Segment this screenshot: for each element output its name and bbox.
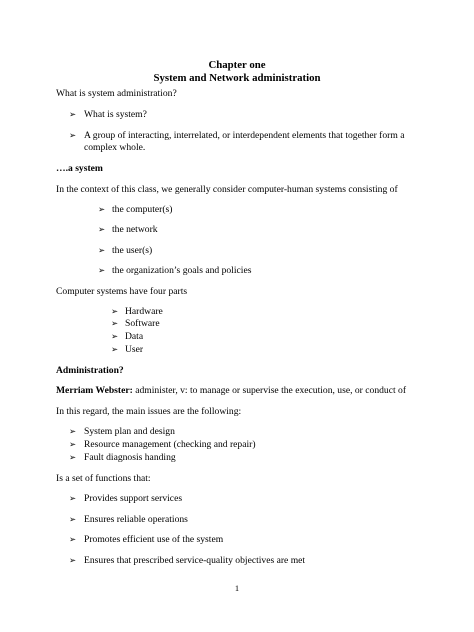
arrow-bullet-icon: ➢ (69, 556, 77, 566)
bullet-b-item: the computer(s) (112, 204, 173, 215)
bullet-d-item: Resource management (checking and repair) (84, 439, 256, 450)
bullet-c-item: Data (125, 331, 144, 342)
bullet-b-item: the user(s) (112, 245, 153, 256)
arrow-bullet-icon: ➢ (69, 515, 77, 525)
page-number: 1 (234, 583, 240, 593)
arrow-bullet-icon: ➢ (111, 345, 119, 355)
bullet-c-item: User (125, 344, 144, 355)
context-paragraph: In the context of this class, we generally consider computer-human systems consisting of (56, 184, 398, 195)
chapter-subtitle: System and Network administration (153, 72, 321, 84)
bullet-e-item: Ensures reliable operations (84, 514, 188, 525)
bullet-a-item: What is system? (84, 109, 147, 120)
bullet-e-item: Promotes efficient use of the system (84, 534, 224, 545)
bullet-c-item: Software (125, 318, 160, 329)
arrow-bullet-icon: ➢ (69, 131, 77, 141)
four-parts-paragraph: Computer systems have four parts (56, 286, 188, 297)
arrow-bullet-icon: ➢ (98, 225, 106, 235)
functions-paragraph: Is a set of functions that: (56, 473, 151, 484)
arrow-bullet-icon: ➢ (111, 307, 119, 317)
bullet-b-item: the organization’s goals and policies (112, 265, 252, 276)
merriam-definition (56, 385, 406, 396)
heading-administration: Administration? (56, 365, 124, 376)
bullet-d-item: Fault diagnosis handing (84, 452, 176, 463)
arrow-bullet-icon: ➢ (69, 494, 77, 504)
arrow-bullet-icon: ➢ (111, 332, 119, 342)
arrow-bullet-icon: ➢ (69, 110, 77, 120)
heading-a-system: ….a system (56, 163, 103, 174)
merriam-text: administer, v: to manage or supervise the execution, use, or conduct of (132, 385, 407, 396)
bullet-e-item: Provides support services (84, 493, 183, 504)
chapter-title: Chapter one (208, 59, 266, 71)
arrow-bullet-icon: ➢ (69, 453, 77, 463)
bullet-b-item: the network (112, 224, 158, 235)
arrow-bullet-icon: ➢ (98, 266, 106, 276)
merriam-label: Merriam Webster: (56, 385, 133, 396)
arrow-bullet-icon: ➢ (69, 440, 77, 450)
arrow-bullet-icon: ➢ (98, 205, 106, 215)
arrow-bullet-icon: ➢ (111, 319, 119, 329)
bullet-e-item: Ensures that prescribed service-quality objectives are met (84, 555, 306, 566)
arrow-bullet-icon: ➢ (98, 246, 106, 256)
bullet-d-item: System plan and design (84, 426, 175, 437)
bullet-a-item-continued: complex whole. (84, 142, 146, 153)
regard-paragraph: In this regard, the main issues are the following: (56, 406, 242, 417)
arrow-bullet-icon: ➢ (69, 427, 77, 437)
bullet-a-item: A group of interacting, interrelated, or interdependent elements that together form a (84, 130, 405, 141)
arrow-bullet-icon: ➢ (69, 535, 77, 545)
question-sysadmin: What is system administration? (56, 88, 177, 99)
bullet-c-item: Hardware (125, 306, 163, 317)
